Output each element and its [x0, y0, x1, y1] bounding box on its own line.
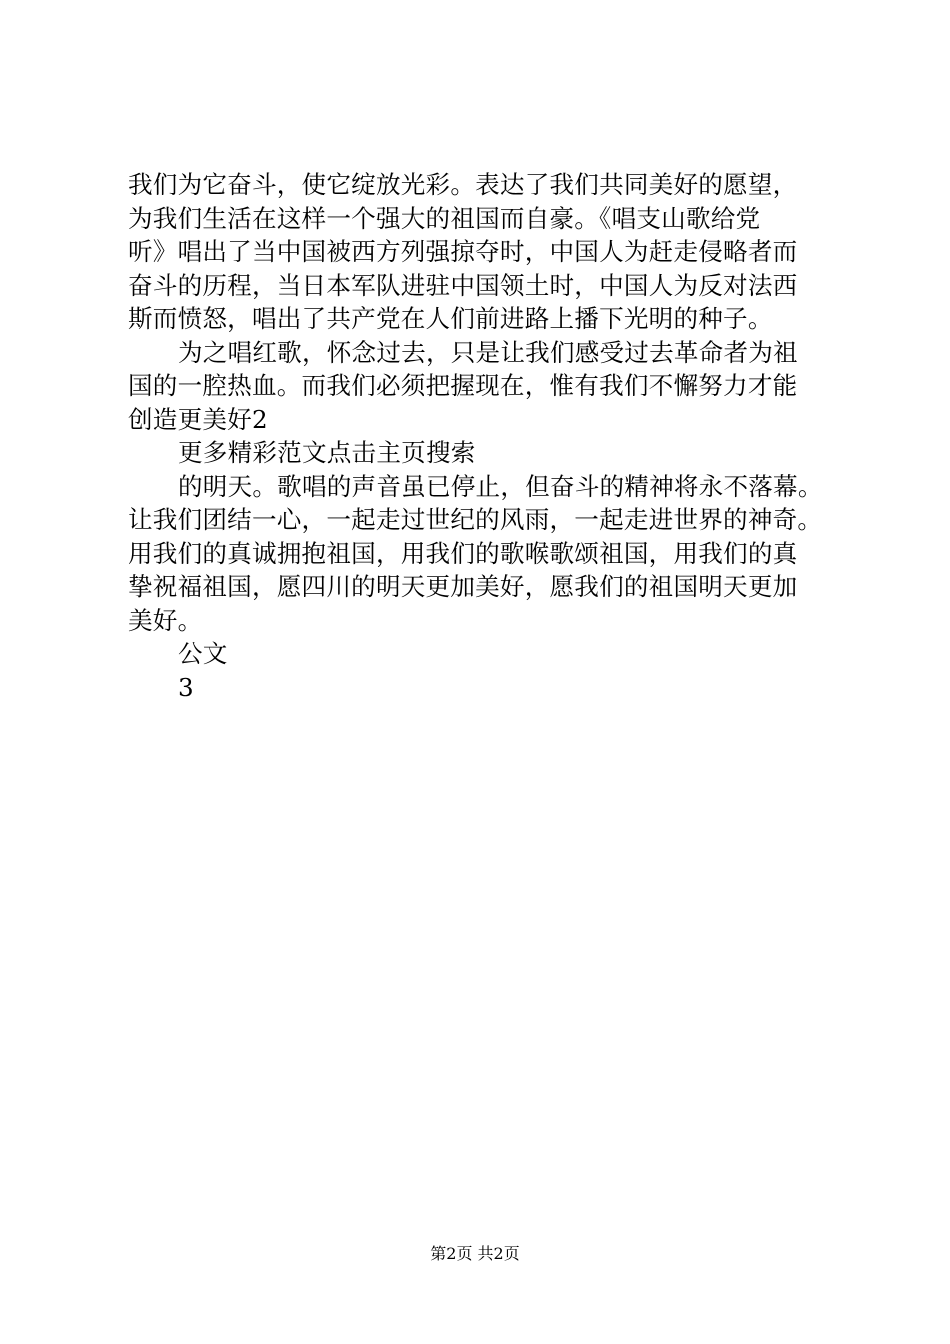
- number-line: 3: [178, 672, 194, 702]
- body-text-line: 奋斗的历程，当日本军队进驻中国领土时，中国人为反对法西: [128, 270, 798, 300]
- body-text-line: 美好。: [128, 605, 203, 635]
- body-text-line: 为我们生活在这样一个强大的祖国而自豪。《唱支山歌给党: [128, 203, 761, 233]
- page-number: 第2页 共2页: [430, 1244, 520, 1263]
- label-line: 公文: [178, 639, 228, 668]
- page-footer: [0, 1244, 950, 1264]
- promo-text-line: 更多精彩范文点击主页搜索: [178, 438, 476, 467]
- body-text-line: 挚祝福祖国，愿四川的明天更加美好，愿我们的祖国明天更加: [128, 572, 798, 601]
- body-text-line: 让我们团结一心，一起走过世纪的风雨，一起走进世界的神奇。: [128, 505, 823, 534]
- body-text-line: 听》唱出了当中国被西方列强掠夺时，中国人为赶走侵略者而: [128, 237, 798, 266]
- paragraph-start-line: 为之唱红歌，怀念过去，只是让我们感受过去革命者为祖: [178, 337, 798, 367]
- body-text-line: 国的一腔热血。而我们必须把握现在，惟有我们不懈努力才能: [128, 371, 798, 400]
- body-text-line: 创造更美好2: [128, 404, 268, 434]
- body-text-line: 斯而愤怒，唱出了共产党在人们前进路上播下光明的种子。: [128, 304, 773, 333]
- body-text-line: 用我们的真诚拥抱祖国，用我们的歌喉歌颂祖国，用我们的真: [128, 538, 798, 568]
- paragraph-start-line: 的明天。歌唱的声音虽已停止，但奋斗的精神将永不落幕。: [178, 471, 823, 501]
- document-body: [128, 168, 848, 704]
- body-text-line: 我们为它奋斗，使它绽放光彩。表达了我们共同美好的愿望，: [128, 170, 798, 199]
